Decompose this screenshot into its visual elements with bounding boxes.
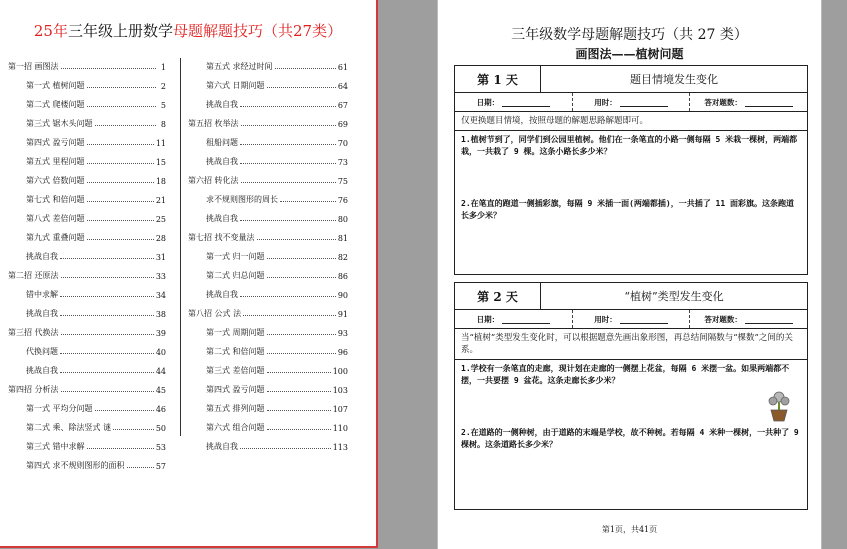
toc-leader-dots (267, 372, 331, 373)
toc-entry-label: 第二式 和倍问题 (206, 347, 265, 356)
toc-entry-label: 租船问题 (206, 138, 238, 147)
toc-entry[interactable] (8, 186, 166, 205)
day-1-question-2: 2.在笔直的跑道一侧插彩旗，每隔 9 米插一面(两端都插)，一共插了 11 面彩旗。这条跑道长多少米？ (461, 199, 794, 220)
date-cell (455, 93, 573, 111)
toc-entry[interactable] (8, 129, 166, 148)
toc-entry-page: 69 (337, 120, 348, 129)
toc-entry-page: 81 (337, 234, 348, 243)
day-2-question-1: 1.学校有一条笔直的走廊，现计划在走廊的一侧摆上花盆，每隔 6 米摆一盆。如果两端都不摆，一共要摆 9 盆花。这条走廊长多少米？ (461, 364, 790, 385)
toc-entry-page: 67 (337, 101, 348, 110)
toc-entry-label: 挑战自我 (26, 252, 58, 261)
toc-leader-dots (275, 68, 336, 69)
toc-entry-label: 代换问题 (26, 347, 58, 356)
toc-entry-label: 第六式 组合问题 (206, 423, 265, 432)
toc-entry[interactable] (188, 243, 348, 262)
toc-entry-page: 93 (337, 329, 348, 338)
toc-entry[interactable] (8, 433, 166, 452)
toc-entry[interactable] (188, 338, 348, 357)
toc-entry-label: 第五式 里程问题 (26, 157, 85, 166)
toc-divider (180, 58, 181, 436)
toc-left-column (8, 53, 166, 471)
toc-entry-label: 第七式 和倍问题 (26, 195, 85, 204)
toc-entry[interactable] (188, 433, 348, 452)
toc-entry-page: 113 (332, 443, 348, 452)
toc-entry-page: 100 (332, 367, 348, 376)
day-1-number: 第 1 天 (455, 66, 541, 92)
day-2-number: 第 2 天 (455, 283, 541, 309)
toc-entry-label: 挑战自我 (26, 309, 58, 318)
toc-entry[interactable] (8, 53, 166, 72)
toc-entry[interactable] (8, 243, 166, 262)
toc-leader-dots (61, 391, 154, 392)
toc-entry-label: 第三式 差倍问题 (206, 366, 265, 375)
toc-entry-page: 11 (155, 139, 166, 148)
toc-entry-label: 第六式 日期问题 (206, 81, 265, 90)
toc-entry-label: 第四招 分析法 (8, 385, 59, 394)
toc-entry-label: 第二式 归总问题 (206, 271, 265, 280)
toc-entry[interactable] (188, 129, 348, 148)
toc-entry-label: 第六招 转化法 (188, 176, 239, 185)
toc-entry[interactable] (8, 395, 166, 414)
toc-entry-label: 第二式 乘、除法竖式 谜 (26, 423, 112, 432)
toc-entry-label: 挑战自我 (206, 157, 238, 166)
day-1-header (455, 66, 807, 93)
worksheet-title: 三年级数学母题解题技巧（共 27 类） (511, 27, 748, 43)
toc-entry-page: 82 (337, 253, 348, 262)
toc-entry-page: 46 (155, 405, 166, 414)
toc-entry-label: 第七招 找不变量法 (188, 233, 255, 242)
toc-title-year: 25年 (33, 22, 68, 40)
toc-entry[interactable] (188, 167, 348, 186)
toc-entry-label: 挑战自我 (206, 290, 238, 299)
toc-leader-dots (267, 391, 331, 392)
toc-entry-page: 40 (155, 348, 166, 357)
toc-entry[interactable] (8, 148, 166, 167)
toc-leader-dots (240, 163, 336, 164)
toc-leader-dots (267, 334, 336, 335)
toc-entry[interactable] (188, 224, 348, 243)
toc-entry-page: 76 (337, 196, 348, 205)
toc-entry-page: 33 (155, 272, 166, 281)
toc-entry-page: 45 (155, 386, 166, 395)
worksheet-page (437, 0, 822, 549)
toc-entry-label: 第九式 重叠问题 (26, 233, 85, 242)
toc-entry-label: 第五式 求经过时间 (206, 62, 273, 71)
toc-entry-label: 第二招 还原法 (8, 271, 59, 280)
toc-leader-dots (61, 334, 154, 335)
toc-entry-page: 73 (337, 158, 348, 167)
toc-leader-dots (127, 467, 154, 468)
day-1-question-1: 1.植树节到了，同学们到公园里植树。他们在一条笔直的小路一侧每隔 5 米栽一棵树，两端都栽，一共栽了 9 棵。这条小路长多少米？ (461, 135, 798, 156)
date-cell (455, 310, 573, 328)
toc-entry-page: 96 (337, 348, 348, 357)
toc-leader-dots (267, 258, 336, 259)
day-2-box (454, 282, 808, 510)
toc-entry-page: 70 (337, 139, 348, 148)
toc-leader-dots (87, 144, 154, 145)
day-1-topic: 题目情境发生变化 (630, 73, 718, 86)
toc-leader-dots (87, 220, 154, 221)
time-cell (573, 93, 691, 111)
toc-leader-dots (240, 448, 331, 449)
toc-entry-label: 挑战自我 (206, 214, 238, 223)
toc-entry-label: 挑战自我 (206, 100, 238, 109)
toc-leader-dots (113, 429, 154, 430)
toc-leader-dots (240, 220, 336, 221)
toc-entry-label: 第五式 排列问题 (206, 404, 265, 413)
toc-entry[interactable] (188, 72, 348, 91)
toc-entry-page: 64 (337, 82, 348, 91)
toc-entry-page: 61 (337, 63, 348, 72)
toc-entry-label: 第四式 求不规则图形的面积 (26, 461, 125, 470)
count-blank[interactable] (745, 98, 793, 107)
toc-entry-page: 107 (332, 405, 348, 414)
toc-entry-page: 28 (155, 234, 166, 243)
toc-entry-page: 38 (155, 310, 166, 319)
toc-entry-page: 18 (155, 177, 166, 186)
toc-entry-label: 第二式 爬楼问题 (26, 100, 85, 109)
toc-entry-page: 44 (155, 367, 166, 376)
toc-entry-label: 第四式 盈亏问题 (206, 385, 265, 394)
toc-leader-dots (60, 296, 154, 297)
toc-leader-dots (267, 410, 331, 411)
toc-entry[interactable] (188, 281, 348, 300)
count-cell (690, 93, 807, 111)
toc-leader-dots (257, 239, 336, 240)
toc-entry-page: 8 (160, 120, 166, 129)
toc-leader-dots (87, 448, 154, 449)
toc-entry-page: 2 (160, 82, 166, 91)
count-blank[interactable] (745, 315, 793, 324)
toc-leader-dots (60, 372, 154, 373)
toc-leader-dots (87, 163, 154, 164)
toc-entry[interactable] (8, 110, 166, 129)
toc-entry-label: 第三式 错中求解 (26, 442, 85, 451)
toc-leader-dots (60, 353, 154, 354)
toc-entry-page: 31 (155, 253, 166, 262)
toc-leader-dots (267, 429, 331, 430)
toc-leader-dots (60, 315, 154, 316)
day-2-header (455, 283, 807, 310)
toc-entry-page: 34 (155, 291, 166, 300)
toc-entry-page: 90 (337, 291, 348, 300)
toc-leader-dots (95, 410, 154, 411)
toc-entry-label: 错中求解 (26, 290, 58, 299)
toc-leader-dots (240, 106, 336, 107)
toc-entry[interactable] (8, 338, 166, 357)
toc-entry-label: 第一式 归一问题 (206, 252, 265, 261)
toc-leader-dots (280, 201, 336, 202)
toc-entry[interactable] (8, 452, 166, 471)
toc-entry[interactable] (8, 281, 166, 300)
toc-entry-label: 第一式 平均分问题 (26, 404, 93, 413)
day-1-intro: 仅更换题目情境，按照母题的解题思路解题即可。 (455, 112, 807, 131)
toc-entry[interactable] (8, 72, 166, 91)
count-label: 答对题数： (704, 314, 742, 324)
toc-entry[interactable] (188, 319, 348, 338)
toc-entry-page: 39 (155, 329, 166, 338)
toc-title-grade: 三年级上册数学 (67, 22, 173, 40)
toc-entry[interactable] (188, 110, 348, 129)
day-2-question-2: 2.在道路的一侧种树，由于道路的末端是学校，故不种树。若每隔 4 米种一棵树，一共种了 9 棵树。这条道路长多少米？ (461, 428, 799, 449)
toc-entry[interactable] (188, 148, 348, 167)
toc-leader-dots (61, 277, 154, 278)
toc-leader-dots (267, 353, 336, 354)
toc-page (0, 0, 378, 548)
toc-entry[interactable] (8, 167, 166, 186)
toc-leader-dots (240, 296, 336, 297)
date-blank[interactable] (502, 315, 550, 324)
time-label: 用时： (594, 314, 617, 324)
toc-entry[interactable] (188, 300, 348, 319)
toc-leader-dots (241, 125, 336, 126)
toc-entry-page: 57 (155, 462, 166, 471)
toc-entry[interactable] (188, 414, 348, 433)
toc-entry-label: 第四式 盈亏问题 (26, 138, 85, 147)
toc-entry[interactable] (8, 319, 166, 338)
time-cell (573, 310, 691, 328)
toc-leader-dots (87, 87, 156, 88)
toc-entry[interactable] (188, 376, 348, 395)
toc-entry-page: 15 (155, 158, 166, 167)
toc-entry-page: 103 (332, 386, 348, 395)
day-2-info-row (455, 310, 807, 329)
toc-entry[interactable] (8, 224, 166, 243)
toc-right-column (188, 53, 348, 452)
toc-leader-dots (241, 182, 336, 183)
toc-entry-label: 第六式 倍数问题 (26, 176, 85, 185)
toc-entry[interactable] (8, 262, 166, 281)
toc-entry-label: 挑战自我 (206, 442, 238, 451)
toc-leader-dots (87, 106, 156, 107)
flower-pot-icon (766, 390, 792, 422)
toc-entry-label: 第一式 植树问题 (26, 81, 85, 90)
answer-space (455, 161, 807, 195)
toc-leader-dots (95, 125, 156, 126)
day-2-topic: “植树”类型发生变化 (624, 290, 724, 303)
toc-entry[interactable] (188, 357, 348, 376)
toc-entry[interactable] (8, 300, 166, 319)
toc-leader-dots (60, 258, 154, 259)
toc-entry-label: 第三招 代换法 (8, 328, 59, 337)
toc-leader-dots (243, 315, 336, 316)
toc-entry-page: 53 (155, 443, 166, 452)
toc-entry[interactable] (8, 205, 166, 224)
toc-entry-label: 第一式 周期问题 (206, 328, 265, 337)
toc-entry-page: 21 (155, 196, 166, 205)
toc-entry-page: 1 (160, 63, 166, 72)
toc-entry-page: 25 (155, 215, 166, 224)
date-blank[interactable] (502, 98, 550, 107)
toc-leader-dots (61, 68, 156, 69)
toc-entry-page: 50 (155, 424, 166, 433)
toc-title-topic: 母题解题技巧（共27类） (173, 22, 343, 40)
toc-entry[interactable] (8, 357, 166, 376)
count-label: 答对题数： (704, 97, 742, 107)
toc-entry-page: 110 (332, 424, 348, 433)
toc-entry[interactable] (8, 414, 166, 433)
day-2-intro: 当“植树”类型发生变化时，可以根据题意先画出象形图，再总结间隔数与“棵数”之间的关系。 (455, 329, 807, 360)
toc-entry[interactable] (8, 376, 166, 395)
date-label: 日期： (476, 314, 500, 324)
toc-entry-label: 挑战自我 (26, 366, 58, 375)
toc-entry-label: 第一招 画图法 (8, 62, 59, 71)
toc-entry[interactable] (188, 205, 348, 224)
toc-entry[interactable] (188, 262, 348, 281)
toc-entry-page: 75 (337, 177, 348, 186)
toc-leader-dots (267, 87, 336, 88)
page-footer: 第1页，共41页 (601, 525, 658, 534)
worksheet-subtitle: 画图法——植树问题 (575, 47, 684, 61)
day-1-info-row (455, 93, 807, 112)
toc-entry[interactable] (8, 91, 166, 110)
toc-entry[interactable] (188, 53, 348, 72)
toc-entry-label: 第八式 差倍问题 (26, 214, 85, 223)
toc-entry[interactable] (188, 186, 348, 205)
time-label: 用时： (594, 97, 617, 107)
toc-leader-dots (87, 201, 154, 202)
toc-leader-dots (267, 277, 336, 278)
toc-entry-page: 80 (337, 215, 348, 224)
toc-entry[interactable] (188, 395, 348, 414)
toc-entry-label: 第三式 锯木头问题 (26, 119, 93, 128)
toc-entry-label: 第五招 枚举法 (188, 119, 239, 128)
toc-entry-label: 第八招 公式 法 (188, 309, 242, 318)
toc-entry-page: 86 (337, 272, 348, 281)
toc-entry-page: 91 (337, 310, 348, 319)
toc-entry[interactable] (188, 91, 348, 110)
toc-entry-page: 5 (160, 101, 166, 110)
time-blank[interactable] (620, 98, 668, 107)
toc-leader-dots (87, 182, 154, 183)
date-label: 日期： (476, 97, 500, 107)
toc-title (0, 20, 376, 41)
answer-space (455, 390, 807, 424)
toc-leader-dots (240, 144, 336, 145)
toc-leader-dots (87, 239, 154, 240)
day-1-box (454, 65, 808, 275)
toc-entry-label: 求不规则图形的周长 (206, 195, 278, 204)
count-cell (690, 310, 807, 328)
time-blank[interactable] (620, 315, 668, 324)
